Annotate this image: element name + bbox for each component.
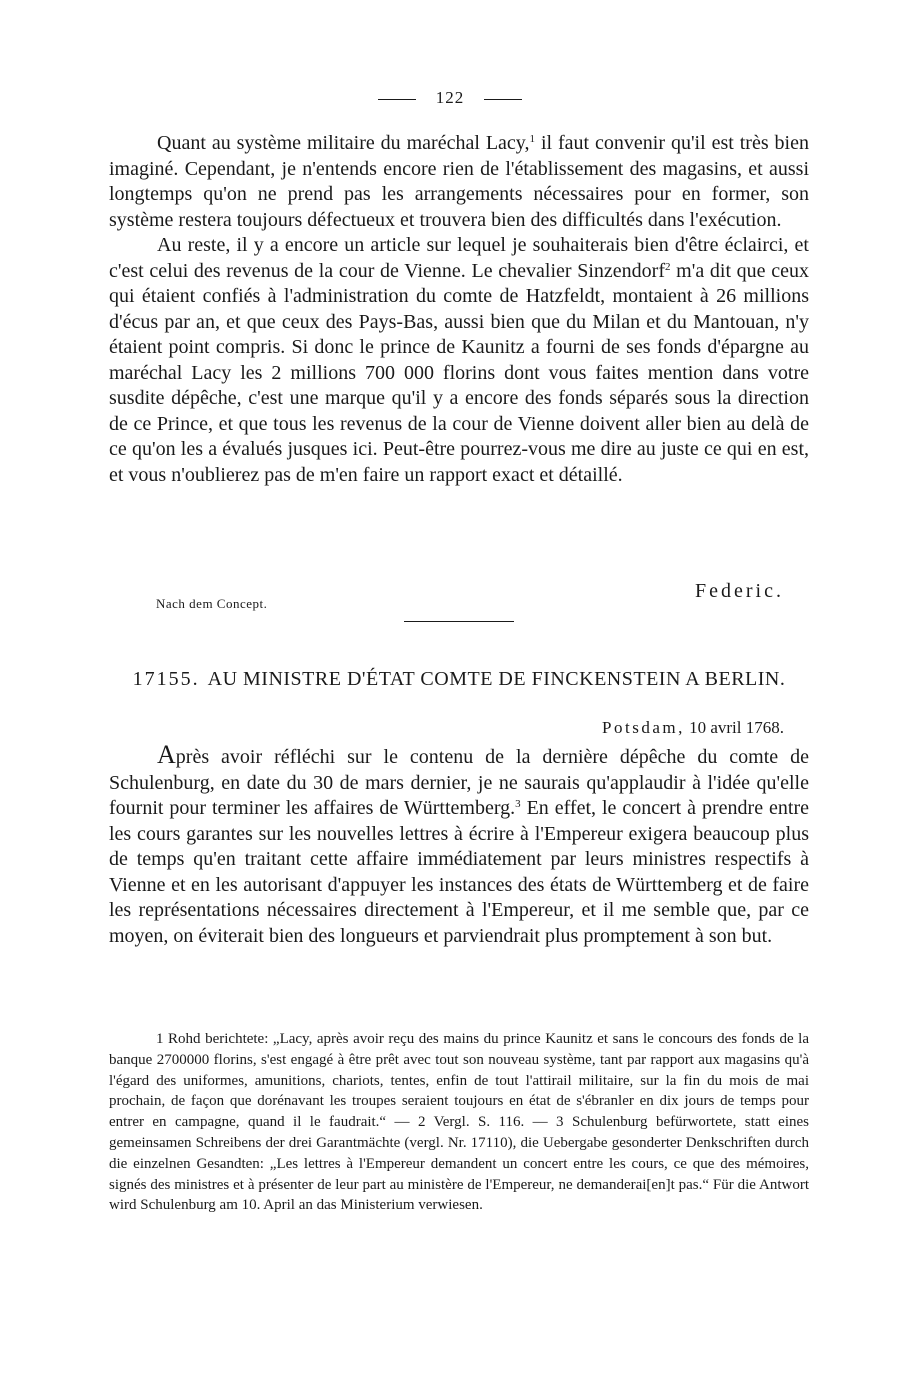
initial-letter: A xyxy=(157,740,176,769)
letter-1-body xyxy=(109,131,809,488)
page-header xyxy=(0,88,900,108)
header-rule-right xyxy=(484,99,522,100)
header-rule-left xyxy=(378,99,416,100)
document-heading xyxy=(109,668,809,691)
paragraph-text: Quant au système militaire du maréchal Lacy, xyxy=(157,132,530,154)
footnote-ref: 3 xyxy=(515,798,521,810)
dateline xyxy=(602,718,784,738)
paragraph-text: près avoir réfléchi sur le contenu de la dernière dépêche du comte de Schulenburg, en date du 30 de mars dernier, je ne saurais qu'applaudir à l'idée qu'elle fournit pour terminer les affaires de Württemberg. xyxy=(109,746,809,819)
paragraph-text: Au reste, il y a encore un article sur lequel je souhaiterais bien d'être éclairci, et c'est celui des revenus de la cour de Vienne. Le chevalier Sinzendorf xyxy=(109,234,809,282)
paragraph-text: m'a dit que ceux qui étaient confiés à l'administration du comte de Hatzfeldt, montaient à 26 millions d'écus par an, et que ceux des Pays-Bas, aussi bien que du Milan et du Mantouan, n'y étaient point compris. Si donc le prince de Kaunitz a fourni de ses fonds d'épargne au maréchal Lacy les 2 millions 700 000 florins dont vous faites mention dans votre susdite dépêche, c'est une marque qu'il y a encore des fonds séparés sous la direction de ce Prince, et que tous les revenus de la cour de Vienne doivent aller bien au delà de ce qu'on les a évalués jusques ici. Peut-être pourrez-vous me dire au juste ce qui en est, et vous n'oublierez pas de m'en faire un rapport exact et détaillé. xyxy=(109,259,809,486)
footnote-ref: 1 xyxy=(529,133,536,145)
document-title: AU MINISTRE D'ÉTAT COMTE DE FINCKENSTEIN A BERLIN. xyxy=(207,668,786,690)
footnotes xyxy=(109,1029,809,1216)
paragraph-text: il faut convenir qu'il est très bien imaginé. Cependant, je n'entends encore rien de l'établissement des magasins, et aussi longtemps qu'on ne prend pas les arrangements nécessaires pour en former, son système restera toujours défectueux et trouvera bien des difficultés dans l'exécution. xyxy=(109,132,809,231)
letter-1-paragraph xyxy=(109,233,809,488)
page-number: 122 xyxy=(435,88,465,107)
paragraph-text: En effet, le concert à prendre entre les cours garantes sur les nouvelles lettres à écrire à l'Empereur exigera beaucoup plus de temps qu'en traitant cette affaire immédiatement par leurs ministres respectifs à Vienne et en les autorisant d'appuyer les instances des états de Württemberg et de faire les représentations nécessaires directement à l'Empereur, et il me semble que, par ce moyen, on éviterait bien des longueurs et parviendrait plus promptement à son but. xyxy=(109,797,809,947)
section-separator xyxy=(404,621,514,622)
footnote-ref: 2 xyxy=(664,260,671,273)
dateline-date: 10 avril 1768. xyxy=(689,718,784,737)
letter-2-body xyxy=(109,742,809,949)
signature: Federic. xyxy=(695,580,784,602)
source-note: Nach dem Concept. xyxy=(156,596,268,611)
letter-2-paragraph xyxy=(109,742,809,949)
letter-1-paragraph xyxy=(109,131,809,233)
document-number: 17155. xyxy=(132,668,200,690)
dateline-place: Potsdam, xyxy=(602,718,685,737)
footnote-text: 1 Rohd berichtete: „Lacy, après avoir reçu des mains du prince Kaunitz et sans le concours des fonds de la banque 2700000 florins, s'est engagé à être prêt avec tout son nouveau système, tant par rapport aux magasins qu'à l'égard des uniformes, amunitions, chariots, tentes, enfin de tout l'attirail militaire, sur la fin du mois de mai prochain, de façon que dorénavant les troupes seraient toujours en état de s'ébranler en dix jours de temps pour entrer en campagne, quand il le faudrait.“ — 2 Vergl. S. 116. — 3 Schulenburg befürwortete, statt eines gemeinsamen Schreibens der drei Garantmächte (vergl. Nr. 17110), die Uebergabe gesonderter Denkschriften durch die einzelnen Gesandten: „Les lettres à l'Empereur demandent un concert entre les cours, ce que des mémoires, signés des ministres et à présenter de leur part au ministère de l'Empereur, ne demanderai[en]t pas.“ Für die Antwort wird Schulenburg am 10. April an das Ministerium verwiesen. xyxy=(109,1031,809,1214)
